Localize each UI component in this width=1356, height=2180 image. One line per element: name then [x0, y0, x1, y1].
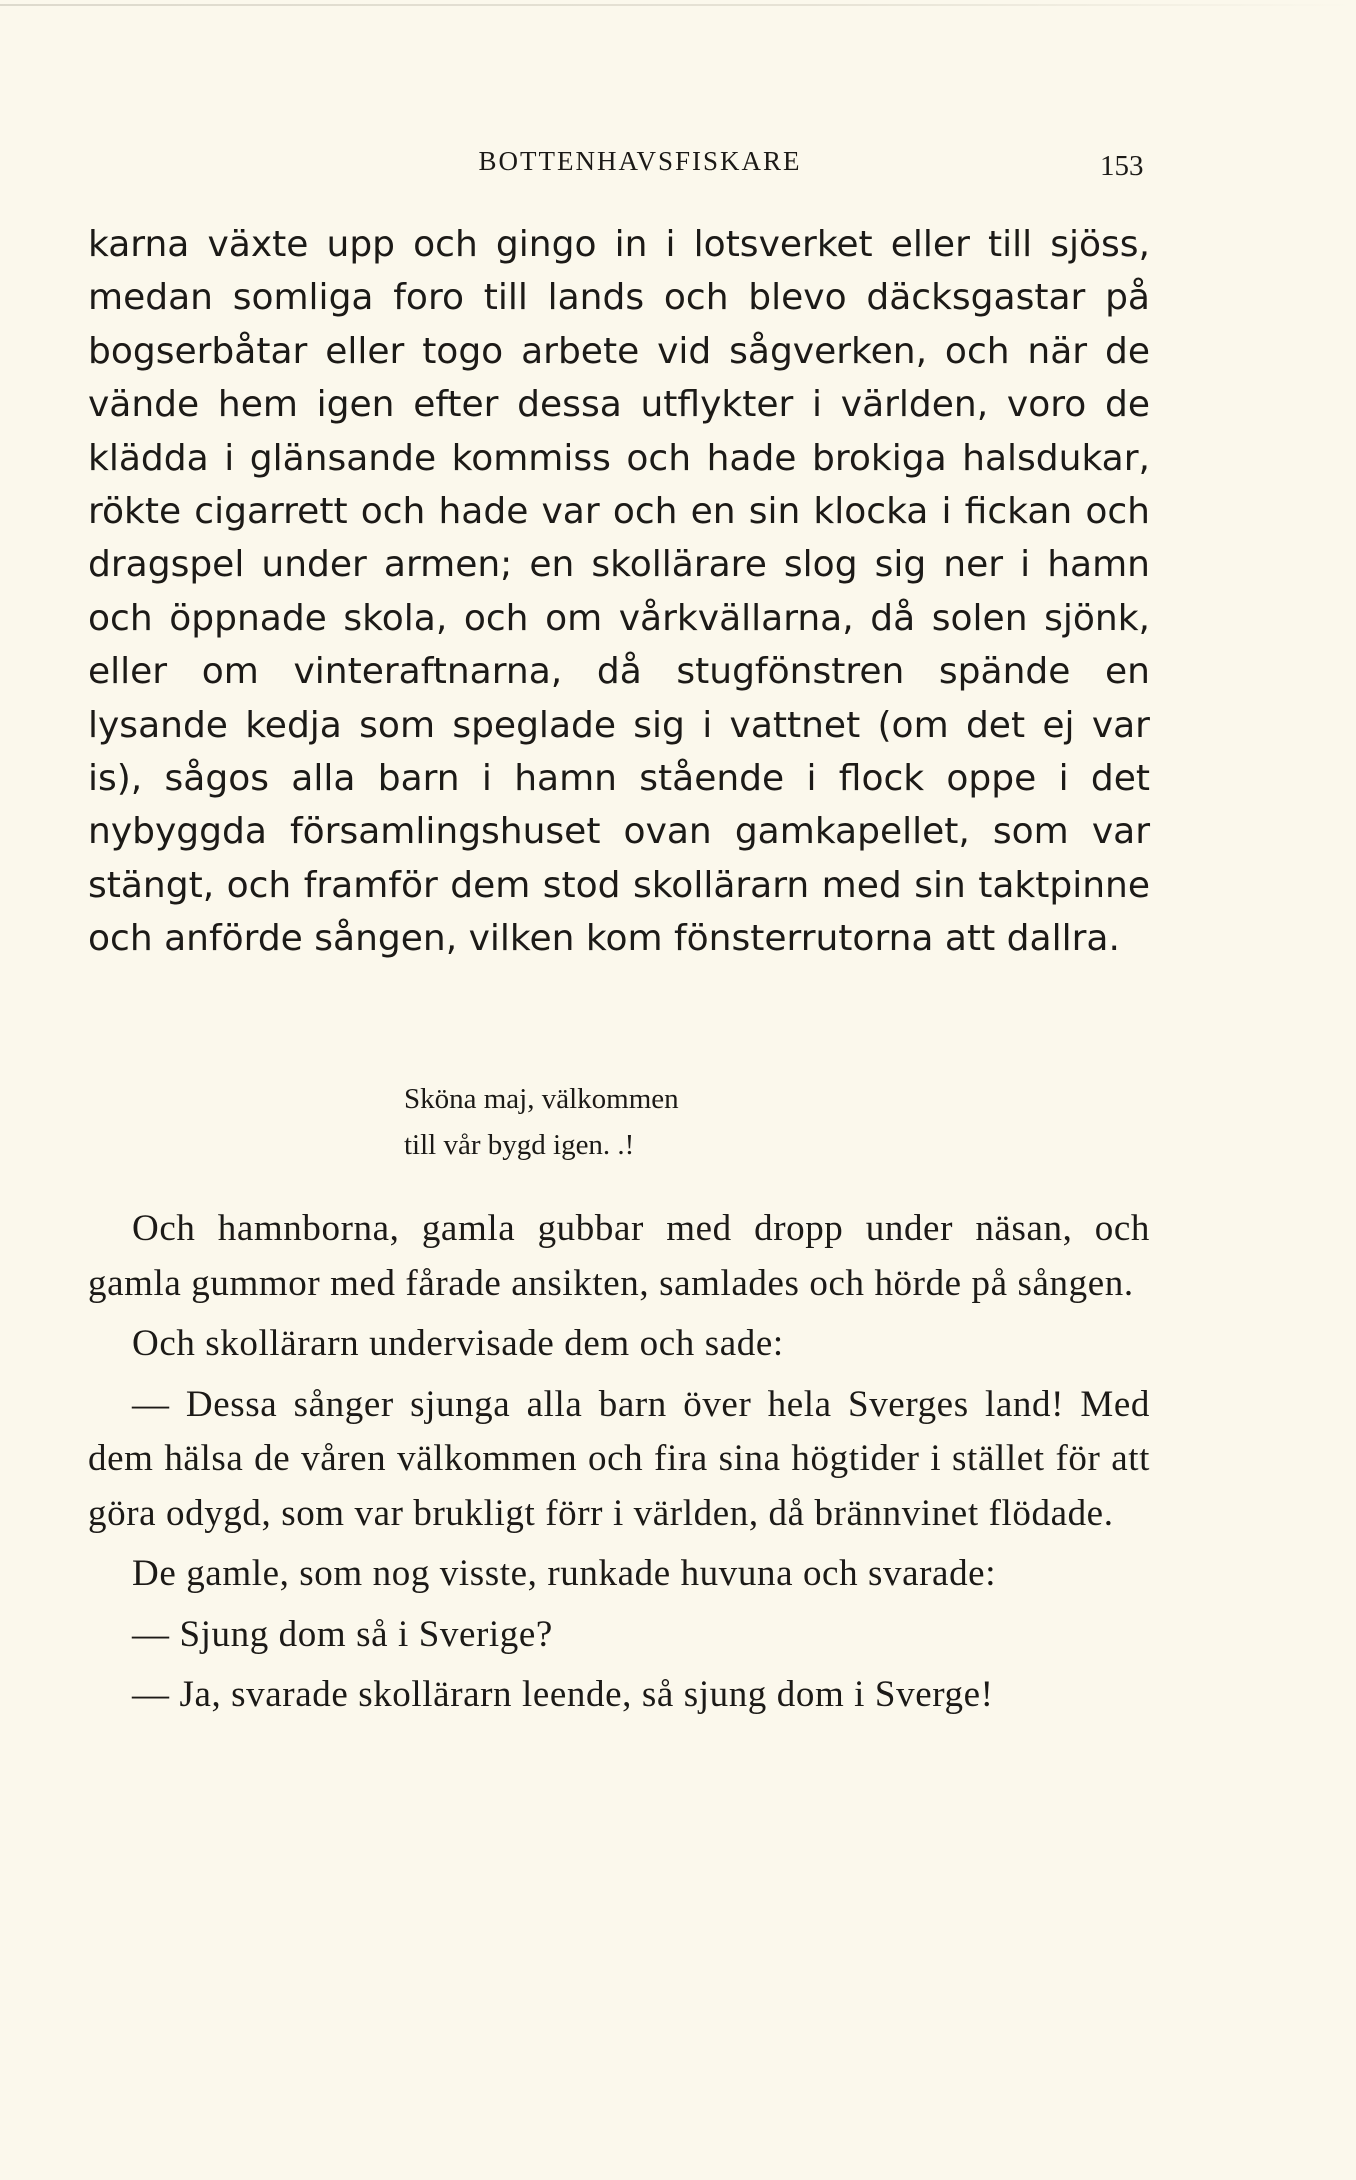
body-paragraph-2: Och hamnborna, gamla gubbar med dropp under näsan, och gamla gummor med fårade ansikten, samlades och hörde på sången.	[88, 1208, 1150, 1304]
page-number: 153	[1100, 150, 1144, 182]
song-verse	[404, 1076, 679, 1168]
body-paragraph-6: — Sjung dom så i Sverige?	[132, 1613, 553, 1655]
body-paragraph-4: — Dessa sånger sjunga alla barn över hela Sverges land! Med dem hälsa de våren välkommen och fira sina högtider i stället för att göra odygd, som var brukligt förr i världen, då brännvinet flödade.	[88, 1383, 1150, 1534]
body-serif-section	[88, 1202, 1150, 1723]
verse-line-1: Sköna maj, välkommen	[404, 1083, 679, 1115]
body-paragraph-7: — Ja, svarade skollärarn leende, så sjung dom i Sverge!	[132, 1674, 994, 1715]
running-head: BOTTENHAVSFISKARE	[478, 146, 802, 176]
body-paragraph-5: De gamle, som nog visste, runkade huvuna och svarade:	[132, 1553, 997, 1594]
page-top-edge	[0, 4, 1356, 6]
body-paragraph-1: karna växte upp och gingo in i lotsverket eller till sjöss, medan somliga foro till lands och blevo däcksgastar på bogserbåtar eller togo arbete vid sågverken, och när de vände hem igen efter dessa utflykter i världen, voro de klädda i glänsande kommiss och hade brokiga halsdukar, rökte cigarrett och hade var och en sin klocka i fickan och dragspel under armen; en skollärare slog sig ner i hamn och öppnade skola, och om vårkvällarna, då solen sjönk, eller om vinteraftnarna, då stugfönstren spände en lysande kedja som speglade sig i vattnet (om det ej var is), sågos alla barn i hamn stående i flock oppe i det nybyggda församlingshuset ovan gamkapellet, som var stängt, och framför dem stod skollärarn med sin taktpinne och anförde sången, vilken kom fönsterrutorna att dallra.	[88, 224, 1150, 960]
body-paragraph-3: Och skollärarn undervisade dem och sade:	[132, 1323, 784, 1364]
page-header	[0, 146, 1356, 186]
verse-line-2: till vår bygd igen. .!	[404, 1129, 635, 1161]
